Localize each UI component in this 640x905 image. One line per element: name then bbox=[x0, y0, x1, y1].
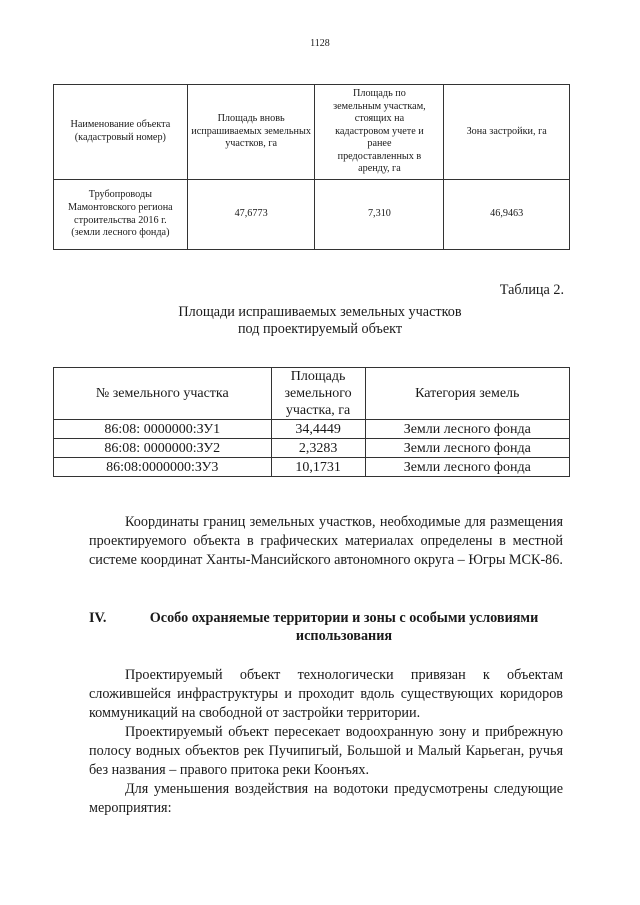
table-cell: 46,9463 bbox=[444, 180, 570, 250]
page-number: 1128 bbox=[310, 38, 330, 49]
table-header-row bbox=[54, 85, 570, 180]
column-header: № земельного участка bbox=[54, 368, 272, 420]
table-cell: 2,3283 bbox=[271, 439, 365, 458]
column-header: Площадь по земельным участкам, стоящих на кадастровом учете и ранее предоставленных в аренду, га bbox=[315, 85, 444, 180]
table-header-row bbox=[54, 368, 570, 420]
table-row bbox=[54, 180, 570, 250]
paragraph-text: Проектируемый объект пересекает водоохранную зону и прибрежную полосу водных объектов рек Пучипигый, Большой и Малый Карьеган, ручья без названия – правого притока реки Коонъях. bbox=[89, 724, 563, 778]
section-title: Особо охраняемые территории и зоны с особыми условиями использования bbox=[149, 610, 539, 644]
table-cell: Земли лесного фонда bbox=[365, 458, 569, 477]
table-row bbox=[54, 458, 570, 477]
column-header: Площадь вновь испрашиваемых земельных участков, га bbox=[187, 85, 315, 180]
section-heading bbox=[89, 609, 563, 645]
table-row bbox=[54, 420, 570, 439]
table-cell: 86:08:0000000:ЗУ3 bbox=[54, 458, 272, 477]
paragraph bbox=[89, 780, 563, 818]
column-header: Категория земель bbox=[365, 368, 569, 420]
table-title bbox=[0, 304, 640, 338]
column-header: Зона застройки, га bbox=[444, 85, 570, 180]
table-caption: Таблица 2. bbox=[499, 282, 564, 298]
table-cell: 10,1731 bbox=[271, 458, 365, 477]
table-cell: Трубопроводы Мамонтовского региона строительства 2016 г. (земли лесного фонда) bbox=[54, 180, 188, 250]
table-row bbox=[54, 439, 570, 458]
table-cell: 34,4449 bbox=[271, 420, 365, 439]
column-header: Наименование объекта (кадастровый номер) bbox=[54, 85, 188, 180]
paragraph-text: Координаты границ земельных участков, необходимые для размещения проектируемого объекта в графических материалах определены в местной системе координат Ханты-Мансийского автономного округа – Югры МСК-86. bbox=[89, 514, 563, 568]
table-cell: 86:08: 0000000:ЗУ2 bbox=[54, 439, 272, 458]
paragraph-coordinates bbox=[89, 513, 563, 570]
table-title-line: под проектируемый объект bbox=[237, 321, 403, 337]
paragraph-text: Проектируемый объект технологически привязан к объектам сложившейся инфраструктуры и проходит вдоль существующих коридоров коммуникаций на свободной от застройки территории. bbox=[89, 667, 563, 721]
section-number: IV. bbox=[89, 610, 107, 626]
column-header: Площадь земельного участка, га bbox=[271, 368, 365, 420]
table-cell: 7,310 bbox=[315, 180, 444, 250]
paragraph-text: Для уменьшения воздействия на водотоки предусмотрены следующие мероприятия: bbox=[89, 781, 563, 816]
table-title-line: Площади испрашиваемых земельных участков bbox=[178, 304, 462, 320]
land-plots-table bbox=[53, 367, 570, 477]
table-cell: 47,6773 bbox=[187, 180, 315, 250]
land-area-table bbox=[53, 84, 570, 250]
table-cell: Земли лесного фонда bbox=[365, 439, 569, 458]
table-cell: 86:08: 0000000:ЗУ1 bbox=[54, 420, 272, 439]
table-cell: Земли лесного фонда bbox=[365, 420, 569, 439]
paragraph bbox=[89, 666, 563, 723]
paragraph bbox=[89, 723, 563, 780]
